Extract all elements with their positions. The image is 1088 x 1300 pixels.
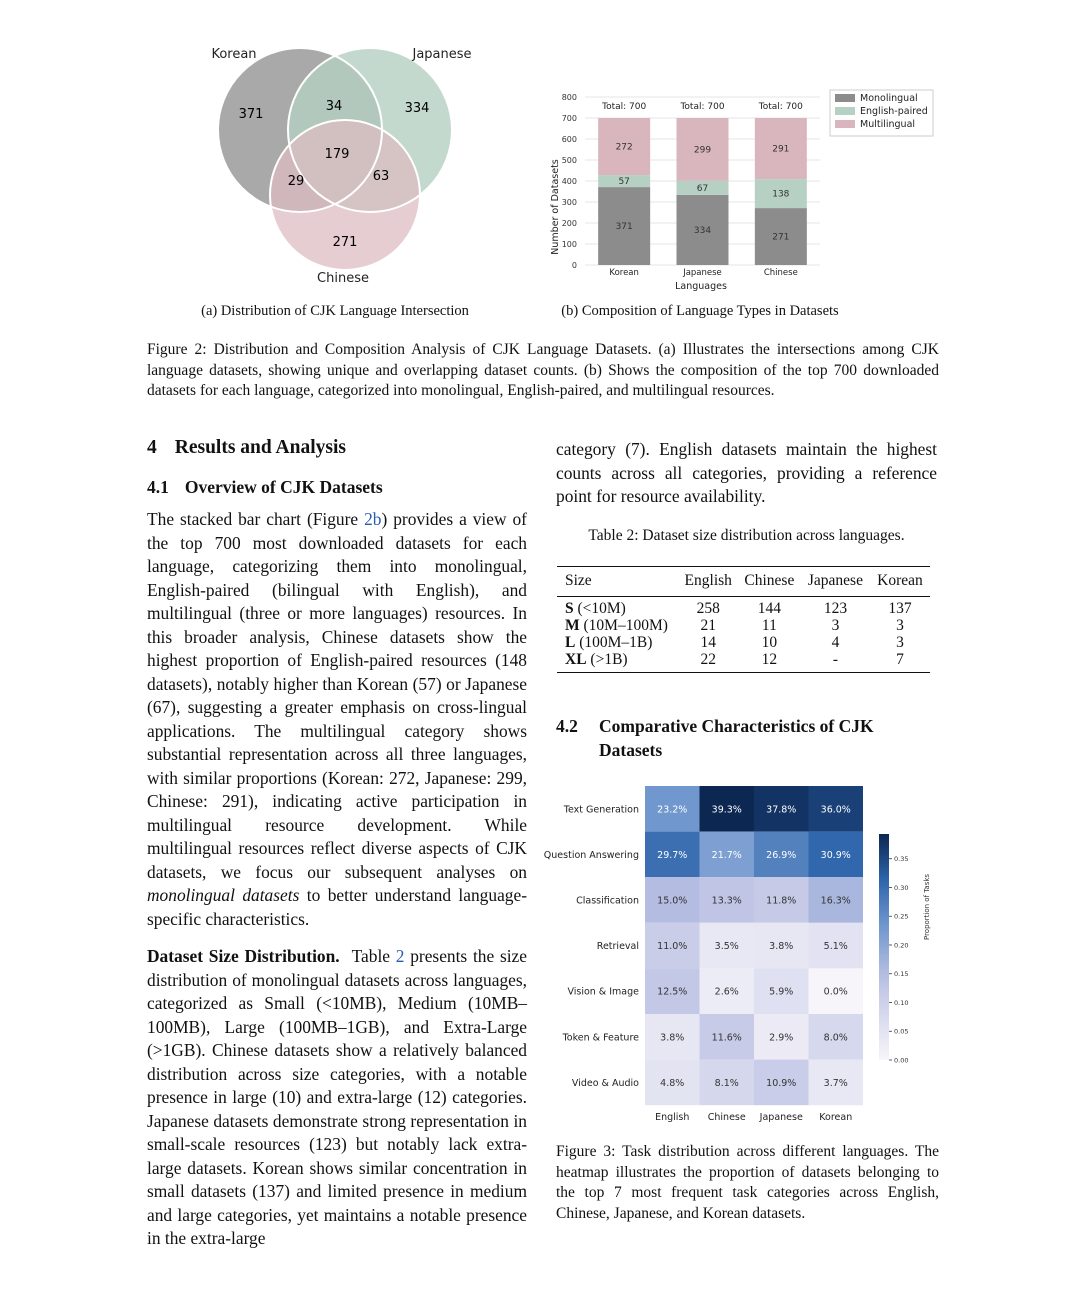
- heatmap-row-label: Vision & Image: [567, 986, 639, 998]
- bar-total-label: Total: 700: [602, 102, 647, 112]
- heatmap-row-label: Text Generation: [563, 804, 639, 816]
- table-value-cell: 7: [896, 651, 904, 668]
- heatmap-col-label: Chinese: [707, 1112, 746, 1124]
- table-value-cell: 137: [888, 600, 912, 617]
- paragraph-overview: The stacked bar chart (Figure 2b) provides a view of the top 700 most downloaded datasets for each language, categorizing them into monolingual, English-paired (bilingual with English), and multilingual (three or more languages) resources. In this broader analysis, Chinese datasets show the highest proportion of English-paired resources (148 datasets), notably higher than Korean (57) or Japanese (67), suggesting a greater emphasis on cross-lingual applications. The multilingual category shows substantial representation across all three languages, with similar proportions (Korean: 272, Japanese: 299, Chinese: 291), indicating active participation in multilingual resource development. While multilingual resources reflect diverse aspects of CJK datasets, we focus our subsequent analyses on monolingual datasets to better understand language-specific characteristics.: [147, 509, 527, 929]
- table-header-cell: Korean: [877, 572, 923, 589]
- heatmap-cell-label: 36.0%: [820, 804, 851, 816]
- colorbar-tick: 0.05: [894, 1027, 909, 1036]
- colorbar-tick: 0.20: [894, 941, 909, 950]
- left-column-text: [147, 508, 527, 1251]
- heatmap-cell-label: 29.7%: [657, 849, 688, 861]
- heatmap-row-label: Token & Feature: [562, 1032, 639, 1044]
- heatmap-cell-label: 23.2%: [657, 804, 688, 816]
- table-size-cell: S (<10M): [565, 600, 626, 617]
- legend-swatch-english-paired: [835, 107, 855, 115]
- heatmap-cell-label: 3.5%: [714, 941, 739, 953]
- table-value-cell: 12: [761, 651, 778, 668]
- table-row: [557, 600, 930, 617]
- figure-2b-link[interactable]: 2b: [364, 509, 382, 529]
- venn-chinese-only: 271: [332, 235, 358, 250]
- subsection-4-2-number: 4.2: [556, 716, 578, 736]
- bar-value-label: 138: [772, 189, 790, 200]
- table-2-caption: Table 2: Dataset size distribution across languages.: [588, 527, 905, 544]
- venn-japanese-only: 334: [404, 101, 430, 116]
- bar-ytick: 200: [561, 219, 577, 228]
- table-value-cell: 22: [700, 651, 716, 668]
- bar-legend: [830, 90, 933, 136]
- colorbar-tick: 0.10: [894, 998, 909, 1007]
- heatmap-cell-label: 13.3%: [711, 895, 742, 907]
- section-title: Results and Analysis: [174, 437, 346, 458]
- table-value-cell: 10: [761, 634, 778, 651]
- table-2-link[interactable]: 2: [395, 946, 405, 966]
- heatmap-cell-label: 12.5%: [657, 986, 688, 998]
- heatmap-row-label: Classification: [576, 895, 639, 907]
- venn-korean-chinese: 29: [287, 174, 305, 189]
- subsection-4-2-title: Comparative Characteristics of CJK: [599, 716, 874, 736]
- table-size-cell: M (10M–100M): [565, 617, 668, 634]
- heatmap-cell-label: 2.9%: [769, 1032, 794, 1044]
- table-row: [557, 634, 930, 651]
- venn-all: 179: [324, 147, 350, 162]
- heatmap-row-label: Video & Audio: [571, 1077, 639, 1089]
- heatmap-cell-label: 5.1%: [823, 941, 848, 953]
- table-value-cell: 144: [757, 600, 781, 617]
- subsection-4-1-heading: [147, 477, 383, 498]
- heatmap-col-label: English: [655, 1112, 690, 1124]
- heatmap-cell-label: 11.6%: [711, 1032, 742, 1044]
- table-value-cell: -: [832, 651, 839, 668]
- bar-value-label: 272: [615, 142, 633, 153]
- table-value-cell: 4: [831, 634, 840, 651]
- bar-value-label: 334: [693, 225, 712, 236]
- bar-total-label: Total: 700: [758, 102, 803, 112]
- table-header-cell: Size: [565, 572, 592, 589]
- heatmap-colorbar: [879, 834, 889, 1060]
- colorbar-tick: 0.35: [894, 855, 909, 864]
- heatmap-row-label: Retrieval: [596, 941, 639, 953]
- subsection-4-1-title: Overview of CJK Datasets: [184, 477, 383, 497]
- heatmap-cell-label: 2.6%: [714, 986, 739, 998]
- subsection-4-2-heading: [556, 714, 874, 762]
- heatmap-cell-label: 26.9%: [766, 849, 797, 861]
- colorbar-tick: 0.25: [894, 912, 909, 921]
- heatmap-cell-label: 11.0%: [657, 941, 688, 953]
- bar-ytick: 500: [561, 156, 577, 165]
- table-value-cell: 11: [761, 617, 777, 634]
- subsection-4-1-number: 4.1: [147, 477, 169, 497]
- venn-japanese-chinese: 63: [372, 169, 390, 184]
- figure-3-caption: Figure 3: Task distribution across different languages. The heatmap illustrates the proportion of datasets belonging to the top 7 most frequent task categories across English, Chinese, Japanese, and Korean datasets.: [556, 1143, 939, 1222]
- heatmap-cell-label: 37.8%: [766, 804, 797, 816]
- bar-ytick: 0: [571, 261, 577, 270]
- colorbar-tick: 0.00: [894, 1056, 909, 1065]
- table-value-cell: 21: [700, 617, 716, 634]
- venn-label-korean: Korean: [211, 47, 257, 62]
- figure-2b-caption: (b) Composition of Language Types in Datasets: [561, 303, 839, 319]
- table-size-cell: XL (>1B): [565, 651, 628, 668]
- colorbar-label: Proportion of Tasks: [923, 873, 931, 941]
- table-header-cell: Chinese: [744, 572, 795, 589]
- venn-diagram: [190, 38, 490, 298]
- heatmap-cell-label: 11.8%: [766, 895, 797, 907]
- bar-value-label: 57: [618, 177, 630, 188]
- heatmap-cell-label: 39.3%: [711, 804, 742, 816]
- heatmap-cell-label: 3.8%: [660, 1032, 685, 1044]
- heatmap-row-label: Question Answering: [543, 849, 639, 861]
- heatmap-cell-label: 16.3%: [820, 895, 851, 907]
- heatmap-cell-label: 3.8%: [769, 941, 794, 953]
- bar-value-label: 291: [772, 144, 790, 155]
- bar-ytick: 600: [561, 135, 577, 144]
- bar-total-label: Total: 700: [680, 102, 725, 112]
- stacked-bar-chart: [545, 85, 940, 295]
- bar-value-label: 371: [615, 222, 633, 233]
- section-number: 4: [147, 437, 157, 458]
- legend-swatch-monolingual: [835, 94, 855, 102]
- table-header-cell: Japanese: [807, 572, 863, 589]
- bar-value-label: 271: [772, 232, 790, 243]
- bar-ytick: 100: [561, 240, 577, 249]
- bar-xlabel: Languages: [675, 281, 727, 292]
- table-row: [557, 617, 930, 634]
- task-heatmap: [535, 780, 935, 1130]
- bar-xtick: Chinese: [763, 268, 798, 278]
- bar-ytick: 700: [561, 114, 577, 123]
- table-value-cell: 123: [823, 600, 848, 617]
- section-heading: [147, 437, 346, 459]
- figure-2-caption: Figure 2: Distribution and Composition Analysis of CJK Language Datasets. (a) Illustrates the intersections among CJK language datasets, showing unique and overlapping dataset counts. (b) Shows the composition of the top 700 downloaded datasets for each language, categorized into monolingual, English-paired, and multilingual resources.: [147, 341, 939, 399]
- heatmap-cell-label: 3.7%: [823, 1077, 848, 1089]
- legend-swatch-multilingual: [835, 120, 855, 128]
- subsection-4-2-title-cont: Datasets: [599, 740, 663, 760]
- heatmap-col-label: Korean: [819, 1112, 853, 1124]
- table-header-row: [557, 567, 930, 597]
- legend-multilingual: Multilingual: [860, 119, 916, 130]
- bar-ytick: 300: [561, 198, 577, 207]
- right-column-top-text: category (7). English datasets maintain the highest counts across all categories, providing a reference point for resource availability.: [556, 439, 937, 506]
- bar-ylabel: Number of Datasets: [550, 159, 561, 255]
- colorbar-tick: 0.30: [894, 883, 909, 892]
- legend-english-paired: English-paired: [860, 106, 928, 117]
- bar-xtick: Japanese: [683, 268, 722, 278]
- heatmap-cell-label: 30.9%: [820, 849, 851, 861]
- bar-ytick: 800: [561, 93, 577, 102]
- figure-2a-caption: (a) Distribution of CJK Language Intersection: [201, 303, 469, 319]
- bar-value-label: 67: [696, 183, 709, 194]
- bar-ytick: 400: [561, 177, 577, 186]
- heatmap-cell-label: 21.7%: [711, 849, 742, 861]
- venn-korean-only: 371: [238, 107, 264, 122]
- bar-xtick: Korean: [609, 268, 639, 278]
- heatmap-cell-label: 15.0%: [657, 895, 688, 907]
- table-header-cell: English: [684, 572, 732, 589]
- table-value-cell: 3: [831, 617, 840, 634]
- venn-label-japanese: Japanese: [412, 47, 472, 62]
- paragraph-head-size: Dataset Size Distribution.: [147, 946, 340, 966]
- heatmap-cell-label: 0.0%: [823, 986, 848, 998]
- table-value-cell: 14: [700, 634, 716, 651]
- heatmap-cell-label: 4.8%: [660, 1077, 685, 1089]
- table-2: [557, 566, 930, 673]
- table-value-cell: 258: [696, 600, 720, 617]
- heatmap-cell-label: 5.9%: [769, 986, 794, 998]
- legend-monolingual: Monolingual: [860, 93, 918, 104]
- heatmap-cell-label: 8.1%: [714, 1077, 739, 1089]
- table-value-cell: 3: [896, 634, 904, 651]
- table-row: [557, 651, 930, 668]
- heatmap-cell-label: 10.9%: [766, 1077, 797, 1089]
- colorbar-tick: 0.15: [894, 970, 909, 979]
- table-value-cell: 3: [896, 617, 904, 634]
- heatmap-cell-label: 8.0%: [823, 1032, 848, 1044]
- venn-korean-japanese: 34: [325, 99, 343, 114]
- paragraph-size-distribution: Dataset Size Distribution. Table 2 presents the size distribution of monolingual datasets across languages, categorized as Small (<10MB), Medium (10MB–100MB), Large (100MB–1GB), and Extra-Large (>1GB). Chinese datasets show a relatively balanced distribution across size categories, with a notable presence in large (10) and extra-large (12) categories. Japanese datasets demonstrate strong representation in small-scale resources (123) but notably lack extra-large datasets. Korean shows similar concentration in small datasets (137) and limited presence in medium and large categories, yet maintains a notable presence in the extra-large: [147, 946, 527, 1248]
- venn-label-chinese: Chinese: [317, 271, 369, 286]
- bar-value-label: 299: [693, 145, 712, 156]
- table-size-cell: L (100M–1B): [565, 634, 653, 651]
- heatmap-col-label: Japanese: [759, 1112, 803, 1124]
